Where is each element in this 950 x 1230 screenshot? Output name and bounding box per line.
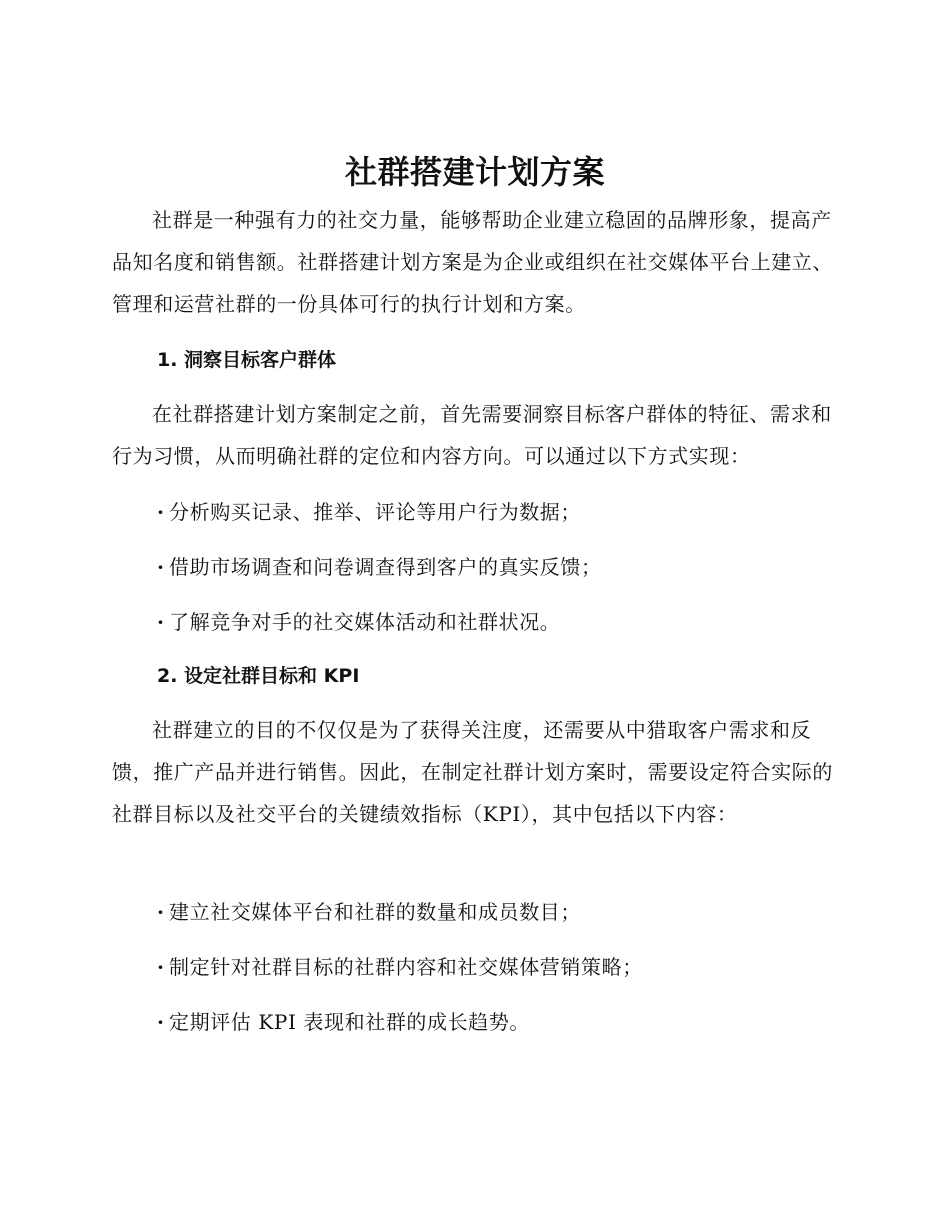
section-1-bullet-2	[157, 552, 602, 582]
bullet-text: 分析购买记录、推举、评论等用户行为数据；	[169, 500, 581, 524]
section-2-bullet-3	[157, 1007, 530, 1037]
section-2-heading: 2. 设定社群目标和 KPI	[157, 665, 360, 687]
section-2-paragraph: 社群建立的目的不仅仅是为了获得关注度，还需要从中猎取客户需求和反馈，推广产品并进行销售。因此，在制定社群计划方案时，需要设定符合实际的社群目标以及社交平台的关键绩效指标（KPI），其中包括以下内容：	[112, 718, 833, 826]
section-1-bullet-1	[157, 497, 581, 527]
section-1-heading: 1. 洞察目标客户群体	[157, 349, 337, 371]
bullet-text: 借助市场调查和问卷调查得到客户的真实反馈；	[169, 555, 602, 579]
section-2-bullet-2	[157, 952, 643, 982]
bullet-marker: ·	[157, 610, 165, 634]
bullet-text: 制定针对社群目标的社群内容和社交媒体营销策略；	[169, 955, 643, 979]
section-1-bullet-3	[157, 607, 560, 637]
document-title: 社群搭建计划方案	[344, 153, 605, 191]
bullet-marker: ·	[157, 1010, 165, 1034]
intro-paragraph: 社群是一种强有力的社交力量，能够帮助企业建立稳固的品牌形象，提高产品知名度和销售额。社群搭建计划方案是为企业或组织在社交媒体平台上建立、管理和运营社群的一份具体可行的执行计划和方案。	[112, 208, 833, 316]
bullet-text: 建立社交媒体平台和社群的数量和成员数目；	[169, 900, 581, 924]
bullet-marker: ·	[157, 955, 165, 979]
section-2-bullet-1	[157, 897, 581, 927]
bullet-marker: ·	[157, 555, 165, 579]
bullet-marker: ·	[157, 500, 165, 524]
bullet-text: 定期评估 KPI 表现和社群的成长趋势。	[169, 1010, 531, 1034]
section-1-paragraph: 在社群搭建计划方案制定之前，首先需要洞察目标客户群体的特征、需求和行为习惯，从而明确社群的定位和内容方向。可以通过以下方式实现：	[112, 402, 832, 468]
bullet-marker: ·	[157, 900, 165, 924]
bullet-text: 了解竞争对手的社交媒体活动和社群状况。	[169, 610, 561, 634]
